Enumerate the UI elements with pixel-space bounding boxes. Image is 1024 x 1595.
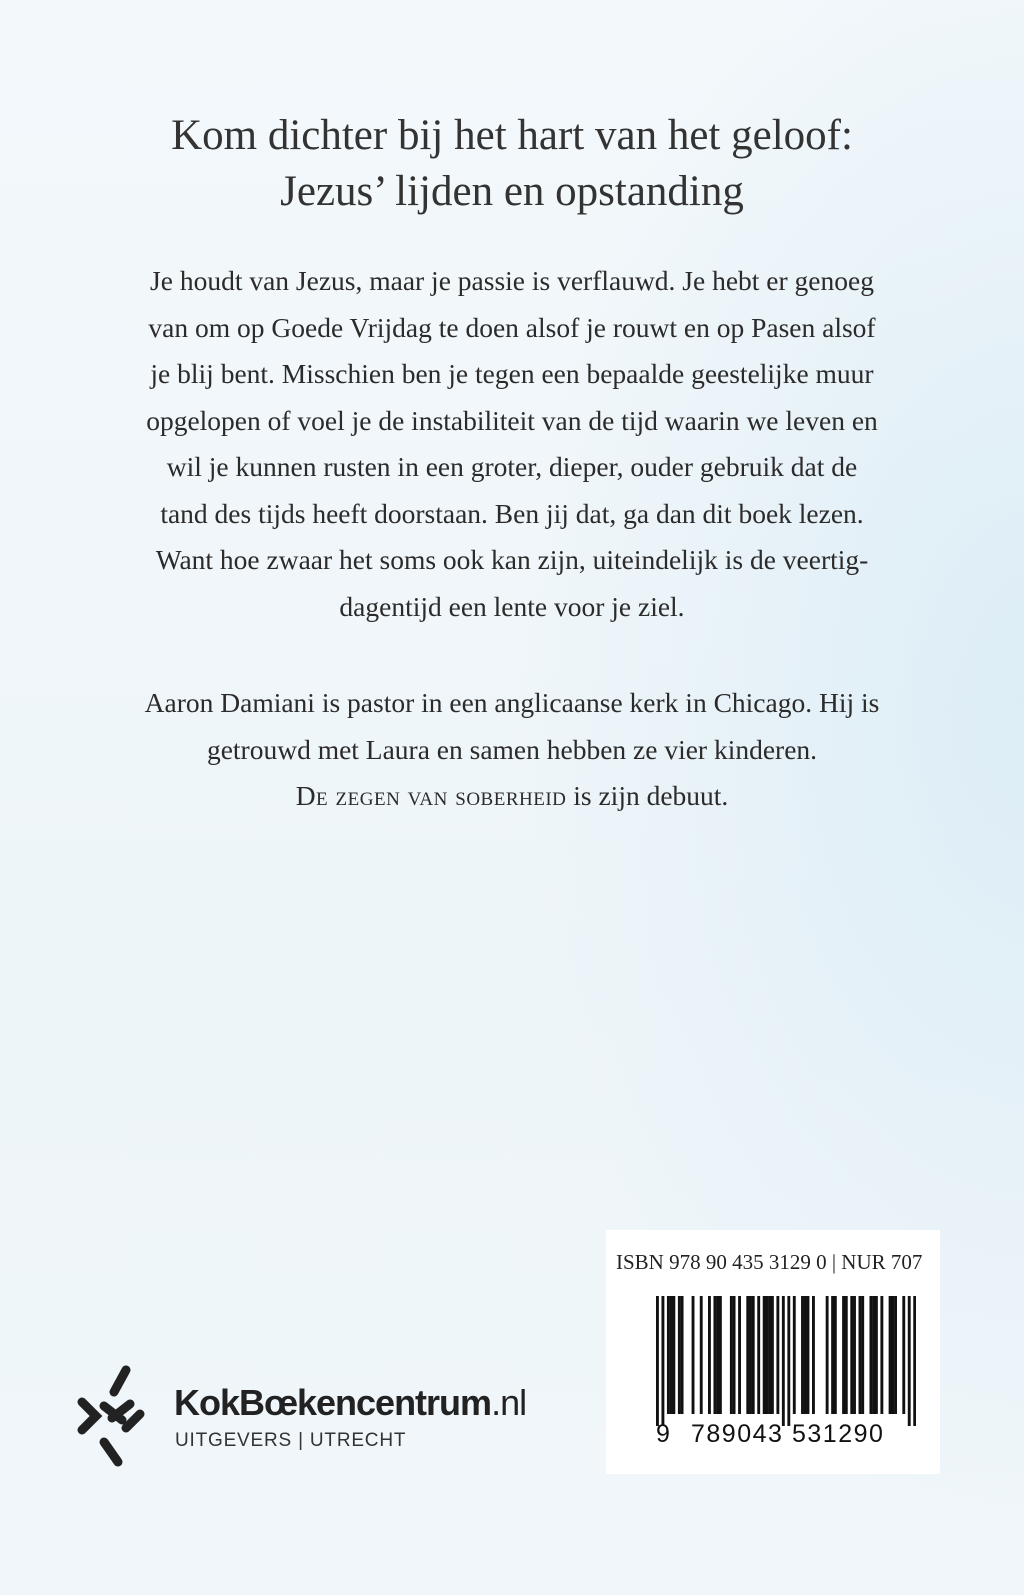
publisher-name-text: KokBœkencentrum — [174, 1382, 492, 1423]
barcode-bar — [681, 1296, 684, 1414]
barcode-bar — [880, 1296, 883, 1414]
barcode-bar — [861, 1296, 864, 1414]
barcode-bar — [850, 1296, 853, 1414]
bio-line-2: getrouwd met Laura en samen hebben ze vier kinderen. — [206, 733, 818, 765]
barcode-bar — [692, 1296, 695, 1414]
barcode-bar — [672, 1296, 675, 1414]
publisher-tld: .nl — [491, 1382, 527, 1423]
barcode-bar — [891, 1296, 894, 1414]
barcode-bar — [853, 1296, 856, 1414]
bio-line-1: Aaron Damiani is pastor in een anglicaanse kerk in Chicago. Hij is — [144, 687, 880, 718]
barcode-digit-group-2: 531290 — [792, 1420, 885, 1448]
blurb-line: Want hoe zwaar het soms ook kan zijn, uiteindelijk is de veertig- — [155, 544, 869, 575]
barcode-bar — [763, 1296, 766, 1414]
barcode-bar — [807, 1296, 810, 1414]
book-blurb — [0, 258, 1024, 630]
barcode-bar — [670, 1296, 673, 1414]
barcode-bar — [765, 1296, 768, 1414]
barcode-digit-first: 9 — [656, 1420, 670, 1448]
blurb-line: Je houdt van Jezus, maar je passie is verflauwd. Je hebt er genoeg — [150, 265, 874, 296]
barcode-bar — [908, 1296, 911, 1426]
barcode-bars — [656, 1296, 916, 1426]
barcode-bar — [913, 1296, 916, 1426]
bio-line-3 — [0, 773, 1024, 820]
publisher-name — [174, 1382, 526, 1424]
barcode-bar — [749, 1296, 752, 1414]
barcode-bar — [875, 1296, 878, 1414]
barcode-bar — [771, 1296, 774, 1414]
blurb-line: je blij bent. Misschien ben je tegen een bepaalde geestelijke muur — [150, 358, 874, 389]
barcode-bar — [812, 1296, 815, 1414]
barcode-bar — [869, 1296, 872, 1414]
barcode-bar — [733, 1296, 736, 1414]
barcode-bar — [719, 1296, 722, 1414]
barcode-bar — [801, 1296, 804, 1414]
barcode-bar — [746, 1296, 749, 1414]
barcode-bar — [834, 1296, 837, 1414]
barcode-bar — [776, 1296, 779, 1414]
book-title: De zegen van soberheid — [295, 780, 567, 811]
barcode-bar — [757, 1296, 760, 1414]
barcode-bar — [708, 1296, 711, 1414]
heading-line-2: Jezus’ lijden en opstanding — [280, 168, 744, 215]
barcode-bar — [804, 1296, 807, 1414]
barcode-bar — [678, 1296, 681, 1414]
barcode-bar — [872, 1296, 875, 1414]
barcode-bar — [894, 1296, 897, 1414]
barcode-bar — [667, 1296, 670, 1414]
blurb-line: tand des tijds heeft doorstaan. Ben jij dat, ga dan dit boek lezen. — [160, 497, 864, 529]
barcode-panel — [606, 1230, 940, 1474]
bio-line-3-rest: is zijn debuut. — [566, 780, 729, 811]
barcode-bar — [889, 1296, 892, 1414]
barcode-bar — [738, 1296, 741, 1414]
barcode-bar — [859, 1296, 862, 1414]
barcode-bar — [902, 1296, 905, 1414]
barcode-bar — [752, 1296, 755, 1414]
author-bio — [0, 680, 1024, 820]
heading-line-1: Kom dichter bij het hart van het geloof: — [171, 112, 853, 159]
barcode-bar — [831, 1296, 834, 1414]
barcode-bar — [787, 1296, 790, 1426]
blurb-line: opgelopen of voel je de instabiliteit van de tijd waarin we leven en — [146, 404, 878, 436]
back-cover-heading — [0, 108, 1024, 220]
barcode-bar — [713, 1296, 716, 1414]
barcode-bar — [826, 1296, 829, 1414]
barcode-digit-group-1: 789043 — [691, 1420, 784, 1448]
barcode-bar — [730, 1296, 733, 1414]
publisher-logo — [74, 1362, 574, 1472]
barcode-bar — [716, 1296, 719, 1414]
kokboekencentrum-x-logo-icon — [74, 1362, 154, 1472]
isbn-label: ISBN 978 90 435 3129 0 | NUR 707 — [616, 1250, 923, 1274]
barcode-bar — [661, 1296, 664, 1426]
barcode-bar — [842, 1296, 845, 1414]
publisher-subtitle: UITGEVERS | UTRECHT — [175, 1430, 407, 1451]
blurb-line: wil je kunnen rusten in een groter, dieper, ouder gebruik dat de — [166, 451, 858, 482]
barcode-bar — [656, 1296, 659, 1426]
blurb-line: dagentijd een lente voor je ziel. — [339, 590, 685, 622]
blurb-line: van om op Goede Vrijdag te doen alsof je rouwt en op Pasen alsof — [148, 311, 876, 343]
barcode-bar — [700, 1296, 703, 1414]
barcode-bar — [782, 1296, 785, 1426]
barcode-bar — [793, 1296, 796, 1414]
barcode-bar — [768, 1296, 771, 1414]
barcode-bar — [845, 1296, 848, 1414]
